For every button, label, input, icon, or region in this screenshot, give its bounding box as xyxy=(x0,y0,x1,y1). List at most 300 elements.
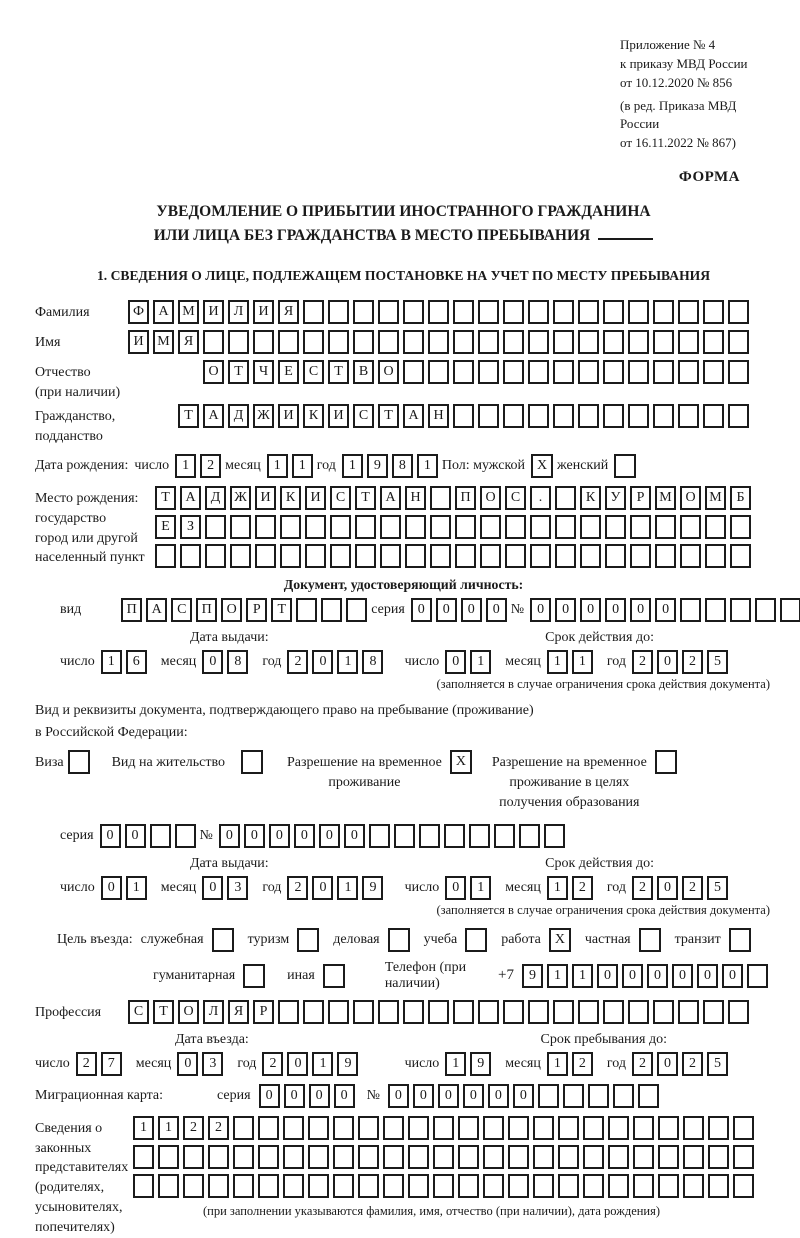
permit-issue-year-cell[interactable]: 2 xyxy=(287,876,308,900)
birth-year-field-cell[interactable]: 8 xyxy=(392,454,413,478)
citizenship-field-cell[interactable] xyxy=(653,404,674,428)
birthplace-row1-cell[interactable]: . xyxy=(530,486,551,510)
surname-field-cell[interactable]: Я xyxy=(278,300,299,324)
birthplace-row2-cell[interactable] xyxy=(380,515,401,539)
birthplace-row3-cell[interactable] xyxy=(630,544,651,568)
profession-field-cell[interactable]: Л xyxy=(203,1000,224,1024)
representatives-row1-cell[interactable] xyxy=(458,1116,479,1140)
permit-issue-year-cell[interactable]: 9 xyxy=(362,876,383,900)
entry-day-cell[interactable]: 2 xyxy=(76,1052,97,1076)
representatives-row2-cell[interactable] xyxy=(558,1145,579,1169)
citizenship-field-cell[interactable] xyxy=(628,404,649,428)
permit-valid-year-cell[interactable]: 0 xyxy=(657,876,678,900)
citizenship-field-cell[interactable]: Т xyxy=(378,404,399,428)
doc-number-field-cell[interactable] xyxy=(780,598,800,622)
birthplace-row3-cell[interactable] xyxy=(355,544,376,568)
birthplace-row3-cell[interactable] xyxy=(305,544,326,568)
mig-number-field-cell[interactable] xyxy=(613,1084,634,1108)
mig-number-field-cell[interactable]: 0 xyxy=(438,1084,459,1108)
permit-number-field-cell[interactable]: 0 xyxy=(319,824,340,848)
birthplace-row3-cell[interactable] xyxy=(680,544,701,568)
surname-field-cell[interactable] xyxy=(353,300,374,324)
doc-number-field-cell[interactable] xyxy=(705,598,726,622)
purpose-official-checkbox[interactable] xyxy=(212,928,234,952)
representatives-row1-cell[interactable] xyxy=(583,1116,604,1140)
birthplace-row2-cell[interactable] xyxy=(205,515,226,539)
birthplace-row2-cell[interactable] xyxy=(655,515,676,539)
representatives-row2-cell[interactable] xyxy=(233,1145,254,1169)
purpose-humanitarian-checkbox[interactable] xyxy=(243,964,265,988)
birth-day-field-cell[interactable]: 1 xyxy=(175,454,196,478)
citizenship-field-cell[interactable]: А xyxy=(203,404,224,428)
surname-field-cell[interactable] xyxy=(428,300,449,324)
citizenship-field-cell[interactable] xyxy=(528,404,549,428)
doc-number-field-cell[interactable]: 0 xyxy=(530,598,551,622)
birthplace-row1-cell[interactable]: О xyxy=(480,486,501,510)
patronymic-field-cell[interactable]: О xyxy=(378,360,399,384)
citizenship-field-cell[interactable]: Т xyxy=(178,404,199,428)
profession-field-cell[interactable] xyxy=(703,1000,724,1024)
representatives-row3-cell[interactable] xyxy=(583,1174,604,1198)
permit-series-field-cell[interactable]: 0 xyxy=(100,824,121,848)
birthplace-row1-cell[interactable] xyxy=(430,486,451,510)
doc-valid-year-cell[interactable]: 2 xyxy=(682,650,703,674)
birthplace-row1-cell[interactable]: И xyxy=(305,486,326,510)
phone-field-cell[interactable]: 0 xyxy=(697,964,718,988)
representatives-row1-cell[interactable] xyxy=(483,1116,504,1140)
patronymic-field-cell[interactable] xyxy=(703,360,724,384)
representatives-row3-cell[interactable] xyxy=(633,1174,654,1198)
purpose-work-checkbox[interactable]: X xyxy=(549,928,571,952)
representatives-row1-cell[interactable] xyxy=(658,1116,679,1140)
birthplace-row1-cell[interactable]: Р xyxy=(630,486,651,510)
doc-type-field-cell[interactable]: П xyxy=(121,598,142,622)
profession-field-cell[interactable] xyxy=(528,1000,549,1024)
surname-field-cell[interactable] xyxy=(603,300,624,324)
name-field-cell[interactable] xyxy=(653,330,674,354)
patronymic-field-cell[interactable]: Т xyxy=(328,360,349,384)
birthplace-row1-cell[interactable]: У xyxy=(605,486,626,510)
doc-issue-year-cell[interactable]: 2 xyxy=(287,650,308,674)
representatives-row2-cell[interactable] xyxy=(508,1145,529,1169)
stay-year-cell[interactable]: 0 xyxy=(657,1052,678,1076)
surname-field-cell[interactable]: И xyxy=(253,300,274,324)
mig-number-field-cell[interactable]: 0 xyxy=(413,1084,434,1108)
surname-field-cell[interactable] xyxy=(478,300,499,324)
permit-valid-day-cell[interactable]: 0 xyxy=(445,876,466,900)
birthplace-row3-cell[interactable] xyxy=(555,544,576,568)
doc-valid-month-cell[interactable]: 1 xyxy=(572,650,593,674)
purpose-study-checkbox[interactable] xyxy=(465,928,487,952)
doc-issue-day-cell[interactable]: 1 xyxy=(101,650,122,674)
entry-month-cell[interactable]: 0 xyxy=(177,1052,198,1076)
name-field-cell[interactable] xyxy=(353,330,374,354)
birthplace-row3-cell[interactable] xyxy=(730,544,751,568)
birthplace-row2-cell[interactable] xyxy=(730,515,751,539)
representatives-row2-cell[interactable] xyxy=(608,1145,629,1169)
representatives-row1-cell[interactable] xyxy=(533,1116,554,1140)
doc-issue-year-cell[interactable]: 8 xyxy=(362,650,383,674)
permit-valid-year-cell[interactable]: 2 xyxy=(682,876,703,900)
permit-number-field-cell[interactable]: 0 xyxy=(269,824,290,848)
citizenship-field-cell[interactable] xyxy=(603,404,624,428)
patronymic-field-cell[interactable] xyxy=(628,360,649,384)
representatives-row2-cell[interactable] xyxy=(283,1145,304,1169)
birthplace-row3-cell[interactable] xyxy=(580,544,601,568)
citizenship-field-cell[interactable]: И xyxy=(328,404,349,428)
doc-number-field-cell[interactable] xyxy=(755,598,776,622)
patronymic-field-cell[interactable] xyxy=(453,360,474,384)
surname-field-cell[interactable] xyxy=(328,300,349,324)
birthplace-row3-cell[interactable] xyxy=(530,544,551,568)
citizenship-field-cell[interactable] xyxy=(453,404,474,428)
citizenship-field-cell[interactable] xyxy=(578,404,599,428)
birthplace-row3-cell[interactable] xyxy=(705,544,726,568)
surname-field-cell[interactable] xyxy=(528,300,549,324)
citizenship-field-cell[interactable]: А xyxy=(403,404,424,428)
birthplace-row1-cell[interactable]: Б xyxy=(730,486,751,510)
patronymic-field-cell[interactable]: Е xyxy=(278,360,299,384)
doc-valid-month-cell[interactable]: 1 xyxy=(547,650,568,674)
representatives-row3-cell[interactable] xyxy=(733,1174,754,1198)
birthplace-row2-cell[interactable]: Е xyxy=(155,515,176,539)
citizenship-field-cell[interactable]: И xyxy=(278,404,299,428)
permit-valid-year-cell[interactable]: 2 xyxy=(632,876,653,900)
visa-checkbox[interactable] xyxy=(68,750,90,774)
profession-field-cell[interactable] xyxy=(328,1000,349,1024)
representatives-row2-cell[interactable] xyxy=(383,1145,404,1169)
permit-series-field-cell[interactable] xyxy=(150,824,171,848)
representatives-row2-cell[interactable] xyxy=(633,1145,654,1169)
birthplace-row2-cell[interactable] xyxy=(255,515,276,539)
citizenship-field-cell[interactable] xyxy=(503,404,524,428)
representatives-row3-cell[interactable] xyxy=(233,1174,254,1198)
birthplace-row1-cell[interactable]: Т xyxy=(155,486,176,510)
birthplace-row1-cell[interactable]: А xyxy=(180,486,201,510)
doc-number-field-cell[interactable]: 0 xyxy=(580,598,601,622)
surname-field-cell[interactable]: Ф xyxy=(128,300,149,324)
permit-number-field-cell[interactable] xyxy=(369,824,390,848)
profession-field-cell[interactable] xyxy=(603,1000,624,1024)
representatives-row3-cell[interactable] xyxy=(533,1174,554,1198)
purpose-other-checkbox[interactable] xyxy=(323,964,345,988)
mig-number-field-cell[interactable] xyxy=(538,1084,559,1108)
profession-field-cell[interactable] xyxy=(553,1000,574,1024)
name-field-cell[interactable] xyxy=(553,330,574,354)
name-field-cell[interactable]: И xyxy=(128,330,149,354)
entry-year-cell[interactable]: 9 xyxy=(337,1052,358,1076)
doc-type-field-cell[interactable] xyxy=(346,598,367,622)
citizenship-field-cell[interactable]: Ж xyxy=(253,404,274,428)
entry-year-cell[interactable]: 2 xyxy=(262,1052,283,1076)
surname-field-cell[interactable] xyxy=(678,300,699,324)
stay-year-cell[interactable]: 2 xyxy=(682,1052,703,1076)
patronymic-field-cell[interactable] xyxy=(653,360,674,384)
sex-male-checkbox[interactable]: X xyxy=(531,454,553,478)
permit-series-field-cell[interactable]: 0 xyxy=(125,824,146,848)
birth-day-field-cell[interactable]: 2 xyxy=(200,454,221,478)
birthplace-row3-cell[interactable] xyxy=(155,544,176,568)
temp-residence-edu-checkbox[interactable] xyxy=(655,750,677,774)
representatives-row1-cell[interactable] xyxy=(683,1116,704,1140)
representatives-row3-cell[interactable] xyxy=(333,1174,354,1198)
birthplace-row1-cell[interactable]: Т xyxy=(355,486,376,510)
patronymic-field-cell[interactable]: Т xyxy=(228,360,249,384)
name-field-cell[interactable] xyxy=(403,330,424,354)
mig-series-field-cell[interactable]: 0 xyxy=(284,1084,305,1108)
profession-field-cell[interactable] xyxy=(478,1000,499,1024)
stay-month-cell[interactable]: 1 xyxy=(547,1052,568,1076)
permit-number-field-cell[interactable] xyxy=(469,824,490,848)
name-field-cell[interactable] xyxy=(503,330,524,354)
phone-field-cell[interactable]: 1 xyxy=(547,964,568,988)
profession-field-cell[interactable] xyxy=(653,1000,674,1024)
representatives-row3-cell[interactable] xyxy=(133,1174,154,1198)
permit-number-field-cell[interactable]: 0 xyxy=(244,824,265,848)
name-field-cell[interactable] xyxy=(603,330,624,354)
representatives-row1-cell[interactable] xyxy=(258,1116,279,1140)
surname-field-cell[interactable] xyxy=(728,300,749,324)
name-field-cell[interactable] xyxy=(378,330,399,354)
birthplace-row3-cell[interactable] xyxy=(405,544,426,568)
profession-field-cell[interactable] xyxy=(678,1000,699,1024)
doc-number-field-cell[interactable] xyxy=(730,598,751,622)
entry-year-cell[interactable]: 1 xyxy=(312,1052,333,1076)
doc-valid-year-cell[interactable]: 5 xyxy=(707,650,728,674)
birthplace-row3-cell[interactable] xyxy=(505,544,526,568)
mig-number-field-cell[interactable] xyxy=(588,1084,609,1108)
birthplace-row2-cell[interactable]: З xyxy=(180,515,201,539)
stay-day-cell[interactable]: 9 xyxy=(470,1052,491,1076)
patronymic-field-cell[interactable] xyxy=(678,360,699,384)
patronymic-field-cell[interactable] xyxy=(528,360,549,384)
representatives-row3-cell[interactable] xyxy=(208,1174,229,1198)
surname-field-cell[interactable] xyxy=(378,300,399,324)
name-field-cell[interactable] xyxy=(578,330,599,354)
representatives-row2-cell[interactable] xyxy=(708,1145,729,1169)
representatives-row3-cell[interactable] xyxy=(458,1174,479,1198)
phone-field-cell[interactable]: 0 xyxy=(722,964,743,988)
profession-field-cell[interactable]: Т xyxy=(153,1000,174,1024)
permit-number-field-cell[interactable] xyxy=(444,824,465,848)
mig-series-field-cell[interactable]: 0 xyxy=(309,1084,330,1108)
mig-number-field-cell[interactable]: 0 xyxy=(513,1084,534,1108)
doc-number-field-cell[interactable]: 0 xyxy=(555,598,576,622)
citizenship-field-cell[interactable] xyxy=(728,404,749,428)
birthplace-row1-cell[interactable]: К xyxy=(580,486,601,510)
permit-issue-month-cell[interactable]: 3 xyxy=(227,876,248,900)
permit-series-field-cell[interactable] xyxy=(175,824,196,848)
doc-type-field-cell[interactable]: Р xyxy=(246,598,267,622)
surname-field-cell[interactable] xyxy=(628,300,649,324)
birthplace-row3-cell[interactable] xyxy=(205,544,226,568)
doc-type-field-cell[interactable]: О xyxy=(221,598,242,622)
name-field-cell[interactable] xyxy=(328,330,349,354)
representatives-row2-cell[interactable] xyxy=(133,1145,154,1169)
representatives-row2-cell[interactable] xyxy=(308,1145,329,1169)
surname-field-cell[interactable] xyxy=(653,300,674,324)
patronymic-field-cell[interactable] xyxy=(578,360,599,384)
representatives-row3-cell[interactable] xyxy=(258,1174,279,1198)
birthplace-row1-cell[interactable]: М xyxy=(655,486,676,510)
representatives-row3-cell[interactable] xyxy=(283,1174,304,1198)
birthplace-row3-cell[interactable] xyxy=(430,544,451,568)
name-field-cell[interactable] xyxy=(528,330,549,354)
representatives-row2-cell[interactable] xyxy=(158,1145,179,1169)
birthplace-row1-cell[interactable]: О xyxy=(680,486,701,510)
representatives-row3-cell[interactable] xyxy=(183,1174,204,1198)
phone-field-cell[interactable]: 0 xyxy=(622,964,643,988)
patronymic-field-cell[interactable] xyxy=(403,360,424,384)
stay-year-cell[interactable]: 2 xyxy=(632,1052,653,1076)
birthplace-row2-cell[interactable] xyxy=(280,515,301,539)
representatives-row1-cell[interactable] xyxy=(608,1116,629,1140)
patronymic-field-cell[interactable] xyxy=(478,360,499,384)
mig-number-field-cell[interactable]: 0 xyxy=(488,1084,509,1108)
profession-field-cell[interactable] xyxy=(303,1000,324,1024)
birthplace-row2-cell[interactable] xyxy=(455,515,476,539)
doc-series-field-cell[interactable]: 0 xyxy=(486,598,507,622)
phone-field-cell[interactable]: 1 xyxy=(572,964,593,988)
patronymic-field-cell[interactable] xyxy=(503,360,524,384)
representatives-row3-cell[interactable] xyxy=(483,1174,504,1198)
doc-type-field-cell[interactable]: Т xyxy=(271,598,292,622)
profession-field-cell[interactable]: О xyxy=(178,1000,199,1024)
stay-day-cell[interactable]: 1 xyxy=(445,1052,466,1076)
doc-valid-day-cell[interactable]: 1 xyxy=(470,650,491,674)
doc-number-field-cell[interactable] xyxy=(680,598,701,622)
representatives-row3-cell[interactable] xyxy=(608,1174,629,1198)
permit-number-field-cell[interactable]: 0 xyxy=(219,824,240,848)
patronymic-field-cell[interactable] xyxy=(553,360,574,384)
permit-valid-month-cell[interactable]: 2 xyxy=(572,876,593,900)
profession-field-cell[interactable] xyxy=(628,1000,649,1024)
doc-type-field-cell[interactable] xyxy=(321,598,342,622)
representatives-row2-cell[interactable] xyxy=(533,1145,554,1169)
surname-field-cell[interactable] xyxy=(503,300,524,324)
birth-year-field-cell[interactable]: 9 xyxy=(367,454,388,478)
birthplace-row2-cell[interactable] xyxy=(330,515,351,539)
purpose-transit-checkbox[interactable] xyxy=(729,928,751,952)
representatives-row2-cell[interactable] xyxy=(483,1145,504,1169)
representatives-row2-cell[interactable] xyxy=(433,1145,454,1169)
birthplace-row1-cell[interactable]: Ж xyxy=(230,486,251,510)
phone-field-cell[interactable]: 0 xyxy=(672,964,693,988)
mig-series-field-cell[interactable]: 0 xyxy=(334,1084,355,1108)
doc-issue-year-cell[interactable]: 1 xyxy=(337,650,358,674)
representatives-row3-cell[interactable] xyxy=(308,1174,329,1198)
birthplace-row2-cell[interactable] xyxy=(505,515,526,539)
name-field-cell[interactable] xyxy=(478,330,499,354)
doc-series-field-cell[interactable]: 0 xyxy=(411,598,432,622)
doc-issue-year-cell[interactable]: 0 xyxy=(312,650,333,674)
birthplace-row2-cell[interactable] xyxy=(555,515,576,539)
birth-month-field-cell[interactable]: 1 xyxy=(267,454,288,478)
permit-issue-day-cell[interactable]: 0 xyxy=(101,876,122,900)
birthplace-row2-cell[interactable] xyxy=(605,515,626,539)
representatives-row1-cell[interactable] xyxy=(433,1116,454,1140)
mig-number-field-cell[interactable] xyxy=(638,1084,659,1108)
mig-number-field-cell[interactable]: 0 xyxy=(388,1084,409,1108)
doc-issue-month-cell[interactable]: 8 xyxy=(227,650,248,674)
representatives-row1-cell[interactable] xyxy=(708,1116,729,1140)
birthplace-row2-cell[interactable] xyxy=(480,515,501,539)
profession-field-cell[interactable] xyxy=(578,1000,599,1024)
mig-series-field-cell[interactable]: 0 xyxy=(259,1084,280,1108)
representatives-row1-cell[interactable] xyxy=(558,1116,579,1140)
profession-field-cell[interactable]: С xyxy=(128,1000,149,1024)
representatives-row1-cell[interactable] xyxy=(633,1116,654,1140)
doc-number-field-cell[interactable]: 0 xyxy=(655,598,676,622)
surname-field-cell[interactable] xyxy=(403,300,424,324)
residence-permit-checkbox[interactable] xyxy=(241,750,263,774)
citizenship-field-cell[interactable]: С xyxy=(353,404,374,428)
representatives-row3-cell[interactable] xyxy=(358,1174,379,1198)
birthplace-row1-cell[interactable] xyxy=(555,486,576,510)
surname-field-cell[interactable]: А xyxy=(153,300,174,324)
surname-field-cell[interactable] xyxy=(453,300,474,324)
representatives-row2-cell[interactable] xyxy=(408,1145,429,1169)
citizenship-field-cell[interactable]: К xyxy=(303,404,324,428)
permit-issue-day-cell[interactable]: 1 xyxy=(126,876,147,900)
birthplace-row3-cell[interactable] xyxy=(380,544,401,568)
representatives-row2-cell[interactable] xyxy=(208,1145,229,1169)
doc-valid-year-cell[interactable]: 2 xyxy=(632,650,653,674)
doc-valid-day-cell[interactable]: 0 xyxy=(445,650,466,674)
stay-month-cell[interactable]: 2 xyxy=(572,1052,593,1076)
birthplace-row2-cell[interactable] xyxy=(305,515,326,539)
birthplace-row2-cell[interactable] xyxy=(705,515,726,539)
representatives-row2-cell[interactable] xyxy=(683,1145,704,1169)
representatives-row3-cell[interactable] xyxy=(708,1174,729,1198)
doc-type-field-cell[interactable]: П xyxy=(196,598,217,622)
permit-issue-month-cell[interactable]: 0 xyxy=(202,876,223,900)
patronymic-field-cell[interactable]: О xyxy=(203,360,224,384)
representatives-row3-cell[interactable] xyxy=(433,1174,454,1198)
stay-year-cell[interactable]: 5 xyxy=(707,1052,728,1076)
purpose-private-checkbox[interactable] xyxy=(639,928,661,952)
permit-valid-year-cell[interactable]: 5 xyxy=(707,876,728,900)
birthplace-row1-cell[interactable]: Д xyxy=(205,486,226,510)
representatives-row1-cell[interactable] xyxy=(733,1116,754,1140)
representatives-row1-cell[interactable]: 1 xyxy=(133,1116,154,1140)
birthplace-row1-cell[interactable]: П xyxy=(455,486,476,510)
representatives-row3-cell[interactable] xyxy=(383,1174,404,1198)
profession-field-cell[interactable] xyxy=(353,1000,374,1024)
birthplace-row1-cell[interactable]: С xyxy=(505,486,526,510)
representatives-row3-cell[interactable] xyxy=(508,1174,529,1198)
representatives-row2-cell[interactable] xyxy=(258,1145,279,1169)
birth-year-field-cell[interactable]: 1 xyxy=(342,454,363,478)
purpose-tourism-checkbox[interactable] xyxy=(297,928,319,952)
birthplace-row2-cell[interactable] xyxy=(405,515,426,539)
doc-series-field-cell[interactable]: 0 xyxy=(436,598,457,622)
birthplace-row1-cell[interactable]: М xyxy=(705,486,726,510)
representatives-row2-cell[interactable] xyxy=(583,1145,604,1169)
permit-number-field-cell[interactable] xyxy=(519,824,540,848)
name-field-cell[interactable] xyxy=(678,330,699,354)
surname-field-cell[interactable]: М xyxy=(178,300,199,324)
entry-month-cell[interactable]: 3 xyxy=(202,1052,223,1076)
doc-type-field-cell[interactable]: С xyxy=(171,598,192,622)
citizenship-field-cell[interactable] xyxy=(703,404,724,428)
surname-field-cell[interactable]: Л xyxy=(228,300,249,324)
profession-field-cell[interactable] xyxy=(403,1000,424,1024)
phone-field-cell[interactable]: 9 xyxy=(522,964,543,988)
doc-valid-year-cell[interactable]: 0 xyxy=(657,650,678,674)
birthplace-row1-cell[interactable]: С xyxy=(330,486,351,510)
representatives-row1-cell[interactable] xyxy=(308,1116,329,1140)
